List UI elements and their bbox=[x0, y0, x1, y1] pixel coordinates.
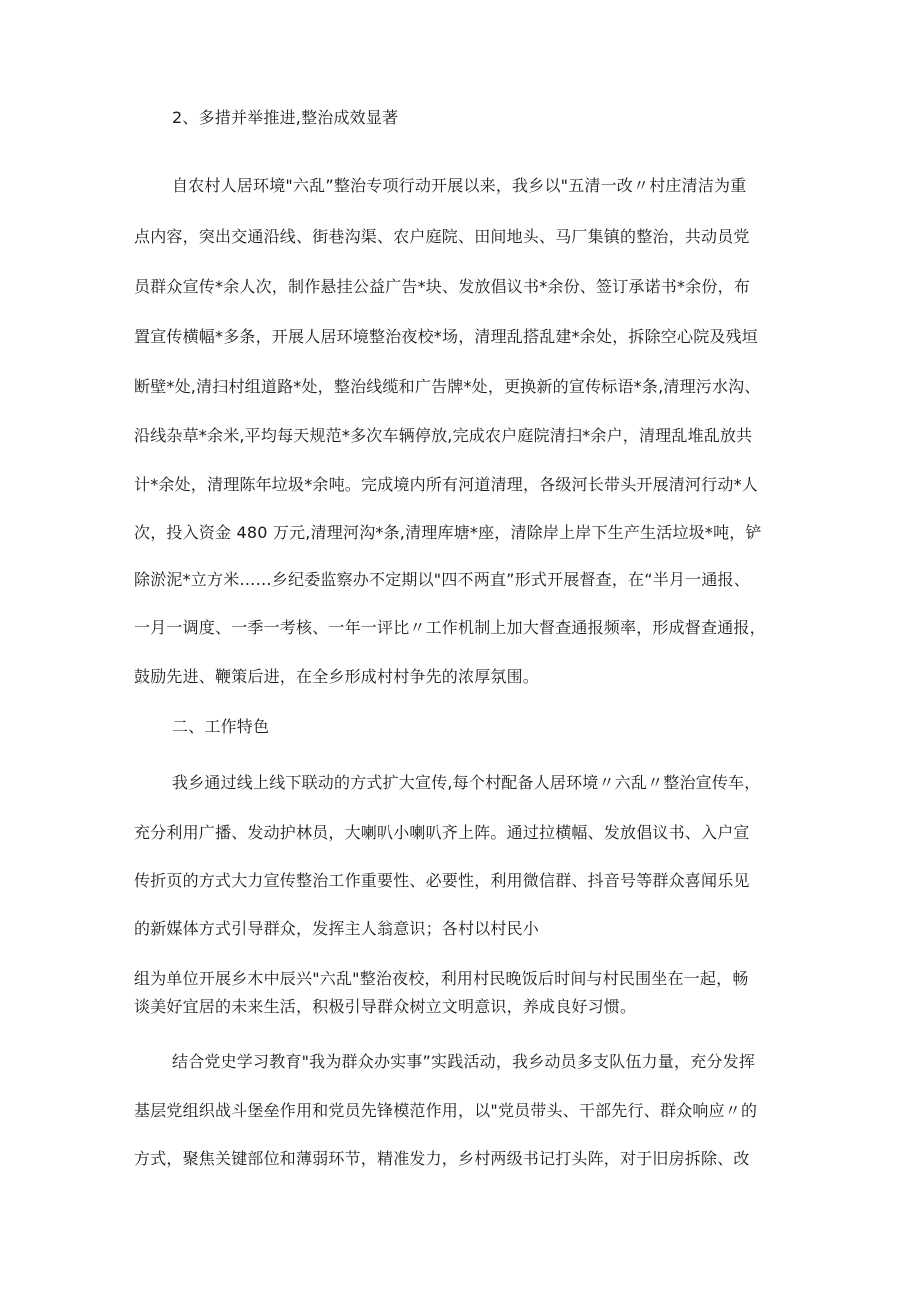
paragraph-line: 置宣传横幅*多条，开展人居环境整治夜校*场，清理乱搭乱建*余处，拆除空心院及残垣 bbox=[134, 327, 759, 346]
paragraph-line: 次，投入资金 480 万元,清理河沟*条,清理库塘*座，清除岸上岸下生产生活垃圾*吨，铲 bbox=[134, 523, 762, 542]
paragraph-line: 沿线杂草*余米,平均每天规范*多次车辆停放,完成农户庭院清扫*余户，清理乱堆乱放共 bbox=[134, 426, 753, 445]
paragraph-line: 方式，聚焦关键部位和薄弱环节，精准发力，乡村两级书记打头阵，对于旧房拆除、改 bbox=[134, 1149, 750, 1168]
paragraph-line: 除淤泥*立方米……乡纪委监察办不定期以"四不两直”形式开展督查，在“半月一通报、 bbox=[134, 570, 750, 589]
paragraph-line: 一月一调度、一季一考核、一年一评比〃工作机制上加大督查通报频率，形成督查通报， bbox=[134, 618, 766, 637]
section-heading: 二、工作特色 bbox=[172, 717, 270, 736]
section-heading: 2、多措并举推进,整治成效显著 bbox=[172, 108, 399, 127]
paragraph-line: 计*余处，清理陈年垃圾*余吨。完成境内所有河道清理，各级河长带头开展清河行动*人 bbox=[134, 475, 759, 494]
paragraph-line: 充分利用广播、发动护林员，大喇叭小喇叭齐上阵。通过拉横幅、发放倡议书、入户宣 bbox=[134, 823, 750, 842]
paragraph-line: 点内容，突出交通沿线、街巷沟渠、农户庭院、田间地头、马厂集镇的整治，共动员党 bbox=[134, 227, 750, 246]
paragraph-line: 组为单位开展乡木中辰兴"六乱"整治夜校，利用村民晚饭后时间与村民围坐在一起，畅 bbox=[134, 969, 749, 988]
paragraph-line: 自农村人居环境"六乱”整治专项行动开展以来，我乡以"五清一改〃村庄清洁为重 bbox=[172, 176, 747, 195]
paragraph-line: 鼓励先进、鞭策后进，在全乡形成村村争先的浓厚氛围。 bbox=[134, 667, 540, 686]
paragraph-line: 我乡通过线上线下联动的方式扩大宣传,每个村配备人居环境〃六乱〃整治宣传车， bbox=[172, 773, 761, 792]
paragraph-line: 基层党组织战斗堡垒作用和党员先锋模范作用，以"党员带头、干部先行、群众响应〃的 bbox=[134, 1101, 758, 1120]
paragraph-line: 员群众宣传*余人次，制作悬挂公益广告*块、发放倡议书*余份、签订承诺书*余份，布 bbox=[134, 277, 751, 296]
paragraph-line: 的新媒体方式引导群众，发挥主人翁意识；各村以村民小 bbox=[134, 919, 540, 938]
paragraph-line: 断壁*处,清扫村组道路*处，整治线缆和广告牌*处，更换新的宣传标语*条,清理污水沟、 bbox=[134, 377, 761, 396]
paragraph-line: 谈美好宜居的未来生活，积极引导群众树立文明意识，养成良好习惯。 bbox=[134, 997, 637, 1016]
paragraph-line: 传折页的方式大力宣传整治工作重要性、必要性，利用微信群、抖音号等群众喜闻乐见 bbox=[134, 871, 750, 890]
paragraph-line: 结合党史学习教育"我为群众办实事”实践活动，我乡动员多支队伍力量，充分发挥 bbox=[172, 1052, 756, 1071]
